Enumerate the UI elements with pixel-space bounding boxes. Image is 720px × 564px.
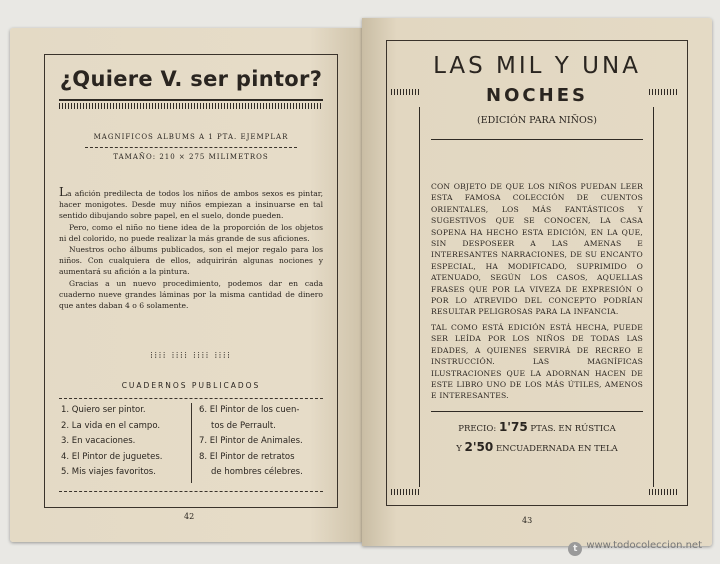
- subtitle-dash: [85, 147, 297, 149]
- right-page: [362, 18, 712, 546]
- right-page-title: LAS MIL Y UNA: [433, 53, 641, 79]
- right-vertical-rule: [653, 107, 654, 487]
- left-page: [10, 28, 362, 542]
- list-column-separator: [191, 403, 192, 483]
- bottom-hatch-right: [649, 489, 679, 495]
- list-item: 1. Quiero ser pintor.: [61, 405, 146, 415]
- list-item: de hombres célebres.: [211, 467, 303, 477]
- list-item: 2. La vida en el campo.: [61, 420, 161, 431]
- price-tela: [431, 440, 643, 454]
- edition-subtitle: (EDICIÓN PARA NIÑOS): [477, 115, 597, 126]
- left-page-number: 42: [184, 512, 195, 521]
- paragraph: CON OBJETO DE QUE LOS NIÑOS PUEDAN LEER ESTA FAMOSA COLECCIÓN DE CUENTOS ORIENTALES, LOS MÁS FANTÁSTICOS Y SUGESTIVOS QUE SE CONOCEN, LA CASA SOPENA HA HECHO ESTA EDICIÓN, EN LA QUE, SIN DESPOSEER A LAS AMENAS E INTERESANTES NARRACIONES, DE SU ENCANTO ESPECIAL, HA MODIFICADO, SUPRIMIDO O ATENUADO, SEGÚN LOS CASOS, AQUELLAS FRASES QUE POR LA VIVEZA DE EXPRESIÓN O POR LO ATREVIDO DEL CONCEPTO PODRÍAN RESULTAR PELIGROSAS PARA LA INFANCIA.: [431, 182, 643, 317]
- list-top-rule: [59, 398, 323, 400]
- list-item: tos de Perrault.: [211, 420, 276, 431]
- ornament-divider: ⁞⁞⁞⁞ ⁞⁞⁞⁞ ⁞⁞⁞⁞ ⁞⁞⁞⁞: [150, 351, 232, 360]
- list-item: 8. El Pintor de retratos: [199, 451, 295, 462]
- watermark-text: www.todocoleccion.net: [586, 540, 702, 551]
- title-rule: [59, 99, 323, 101]
- title-hatch: [59, 103, 323, 109]
- list-item: 6. El Pintor de los cuen-: [199, 405, 300, 415]
- price-rustica-value: 1'75: [498, 420, 528, 434]
- price-label: PRECIO:: [458, 424, 497, 434]
- list-title: CUADERNOS PUBLICADOS: [121, 381, 261, 390]
- logo-icon: t: [568, 542, 582, 556]
- size-subtitle: TAMAÑO: 210 × 275 MILIMETROS: [113, 153, 269, 161]
- paragraph: Nuestros ocho álbums publicados, son el mejor regalo para los niños. Con cualquiera de ellos, adquirirán algunas nociones y aumentará su afición a la pintura.: [59, 245, 323, 277]
- left-page-title: ¿Quiere V. ser pintor?: [59, 67, 323, 91]
- paragraph: TAL COMO ESTÁ EDICIÓN ESTÁ HECHA, PUEDE SER LEÍDA POR LOS NIÑOS DE TODAS LAS EDADES, A QUIENES SERVIRÁ DE RECREO E INSTRUCCIÓN. LAS MAGNÍFICAS ILUSTRACIONES QUE LA ADORNAN HACEN DE ESTE LIBRO UNO DE LOS MÁS ÚTILES, AMENOS E INTERESANTES.: [431, 322, 643, 401]
- right-body-text: [431, 181, 643, 406]
- left-vertical-rule: [419, 107, 420, 487]
- price-tela-value: 2'50: [464, 440, 494, 454]
- list-bottom-rule: [59, 491, 323, 493]
- list-item: 3. En vacaciones.: [61, 436, 136, 446]
- left-page-frame: [44, 54, 338, 508]
- paragraph: Gracias a un nuevo procedimiento, podemos dar en cada cuaderno nueve grandes láminas por la misma cantidad de dinero que antes daban 4 o 6 solamente.: [59, 278, 323, 311]
- list-item: 5. Mis viajes favoritos.: [61, 467, 156, 477]
- albums-subtitle: MAGNIFICOS ALBUMS A 1 PTA. EJEMPLAR: [93, 133, 289, 141]
- paragraph: La afición predilecta de todos los niños de ambos sexos es pintar, hacer monigotes. Desde muy niños empiezan a insinuarse en tal sentido dibujando sobre papel, en el suelo, donde pueden.: [59, 185, 323, 221]
- price-tela-text: ENCUADERNADA EN TELA: [495, 444, 618, 454]
- list-right-column: [199, 403, 303, 481]
- price-rustica: [431, 420, 643, 434]
- price-box: [431, 411, 643, 462]
- list-item: 7. El Pintor de Animales.: [199, 436, 303, 446]
- paragraph: Pero, como el niño no tiene idea de la proporción de los objetos ni del colorido, no puede realizar la más grande de sus aficiones.: [59, 222, 323, 243]
- list-left-column: [61, 403, 162, 481]
- left-body-text: [59, 187, 323, 311]
- open-book: [6, 18, 712, 546]
- right-page-frame: [386, 40, 688, 506]
- right-page-number: 43: [522, 516, 533, 525]
- bottom-hatch-left: [391, 489, 421, 495]
- watermark: [568, 540, 702, 556]
- list-item: 4. El Pintor de juguetes.: [61, 451, 163, 462]
- right-page-title-second-line: NOCHES: [486, 85, 588, 106]
- price-conjunction: Y: [456, 444, 462, 454]
- subtitle-rule: [431, 139, 643, 140]
- price-rustica-text: PTAS. EN RÚSTICA: [530, 424, 616, 434]
